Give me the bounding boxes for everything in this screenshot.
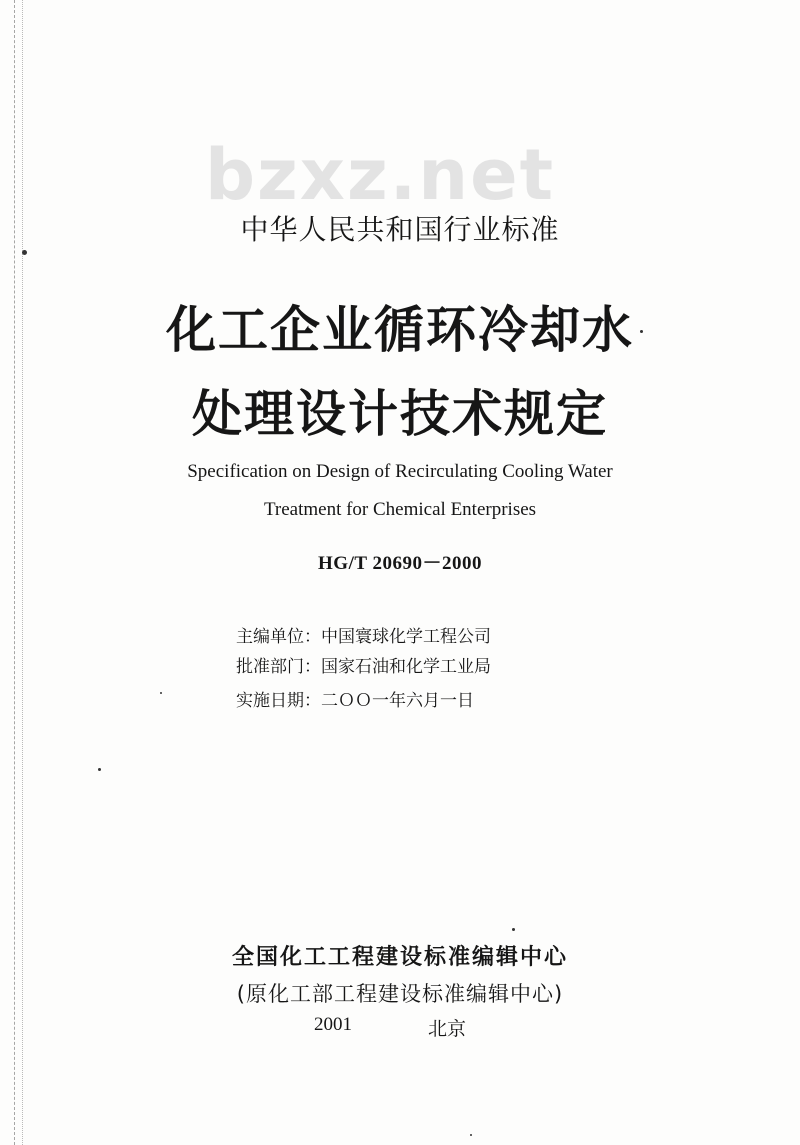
effective-date: 实施日期：二ＯＯ一年六月一日 xyxy=(236,691,474,711)
document-title-line-1: 化工企业循环冷却水 xyxy=(166,301,634,359)
industry-standard-heading: 中华人民共和国行业标准 xyxy=(240,213,560,246)
standard-code: HG/T 20690－2000 xyxy=(318,553,482,574)
publisher-former-name: (原化工部工程建设标准编辑中心) xyxy=(236,982,564,1006)
watermark: bzxz.net xyxy=(204,134,556,216)
scan-speck xyxy=(98,768,101,771)
english-title-line-2: Treatment for Chemical Enterprises xyxy=(263,499,537,520)
publication-city: 北京 xyxy=(428,1018,467,1040)
publication-line xyxy=(0,1014,800,1042)
english-title-line-1: Specification on Design of Recirculating Cooling Water xyxy=(187,461,613,482)
document-title-line-2: 处理设计技术规定 xyxy=(192,385,608,443)
publisher-name: 全国化工工程建设标准编辑中心 xyxy=(231,945,568,970)
scan-speck xyxy=(512,928,515,931)
scan-speck xyxy=(22,250,27,255)
publication-year: 2001 xyxy=(314,1014,352,1035)
approval-department: 批准部门：国家石油和化学工业局 xyxy=(236,657,491,677)
editor-unit: 主编单位：中国寰球化学工程公司 xyxy=(236,627,491,647)
scan-speck xyxy=(470,1134,472,1136)
scan-speck xyxy=(640,330,643,333)
scan-speck xyxy=(160,692,162,694)
